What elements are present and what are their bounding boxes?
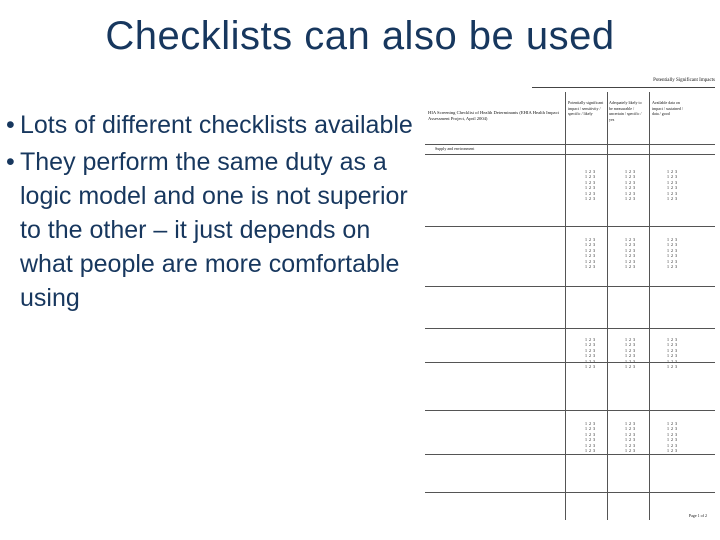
column-heading: Adequately likely to be measurable / uncertain / specific / yes: [609, 100, 642, 122]
bullet-text: They perform the same duty as a logic model and one is not superior to the other – it just depends on what people are more comfortable using: [20, 148, 408, 312]
page-number: Page 1 of 2: [688, 513, 707, 518]
rating-marks: 1 2 3 1 2 3 1 2 3 1 2 3 1 2 3 1 2 3: [667, 421, 677, 454]
checklist-section: [425, 226, 715, 270]
checklist-section: [425, 286, 715, 287]
column-heading: Potentially significant impact / sensitivity / specific / likely: [568, 100, 604, 117]
checklist-title: HIA Screening Checklist of Health Determinants (EHIA Health Impact Assessment Project, April 2004): [428, 110, 559, 121]
bullet-dot-icon: •: [6, 111, 15, 139]
rating-marks: 1 2 3 1 2 3 1 2 3 1 2 3 1 2 3 1 2 3: [625, 337, 635, 370]
bullet-item: [6, 108, 416, 142]
bullet-dot-icon: •: [6, 148, 15, 176]
bullet-item: [6, 145, 416, 315]
checklist-section: [425, 454, 715, 455]
checklist-document: [425, 78, 715, 520]
checklist-section: [425, 144, 715, 151]
checklist-section: [425, 410, 715, 454]
column-divider: [649, 92, 650, 520]
checklist-section: [425, 328, 715, 370]
heading-rule: [532, 87, 715, 88]
rating-marks: 1 2 3 1 2 3 1 2 3 1 2 3 1 2 3 1 2 3: [585, 421, 595, 454]
rating-marks: 1 2 3 1 2 3 1 2 3 1 2 3 1 2 3 1 2 3: [667, 169, 677, 202]
checklist-section: [425, 492, 715, 493]
rating-marks: 1 2 3 1 2 3 1 2 3 1 2 3 1 2 3 1 2 3: [667, 237, 677, 270]
rating-marks: 1 2 3 1 2 3 1 2 3 1 2 3 1 2 3 1 2 3: [585, 337, 595, 370]
checklist-section: [425, 362, 715, 363]
rating-marks: 1 2 3 1 2 3 1 2 3 1 2 3 1 2 3 1 2 3: [585, 237, 595, 270]
rating-marks: 1 2 3 1 2 3 1 2 3 1 2 3 1 2 3 1 2 3: [667, 337, 677, 370]
column-heading: Available data on impact / sustained / data / good: [652, 100, 683, 117]
rating-marks: 1 2 3 1 2 3 1 2 3 1 2 3 1 2 3 1 2 3: [625, 169, 635, 202]
bullet-list: [6, 108, 416, 318]
rating-marks: 1 2 3 1 2 3 1 2 3 1 2 3 1 2 3 1 2 3: [625, 421, 635, 454]
checklist-heading: Potentially Significant Impacts: [653, 78, 715, 83]
rating-marks: 1 2 3 1 2 3 1 2 3 1 2 3 1 2 3 1 2 3: [625, 237, 635, 270]
section-label: Supply and environment: [435, 146, 475, 151]
rating-marks: 1 2 3 1 2 3 1 2 3 1 2 3 1 2 3 1 2 3: [585, 169, 595, 202]
column-divider: [565, 92, 566, 520]
checklist-section: [425, 154, 715, 202]
slide-title: Checklists can also be used: [105, 14, 615, 58]
bullet-text: Lots of different checklists available: [20, 111, 413, 139]
column-divider: [607, 92, 608, 520]
